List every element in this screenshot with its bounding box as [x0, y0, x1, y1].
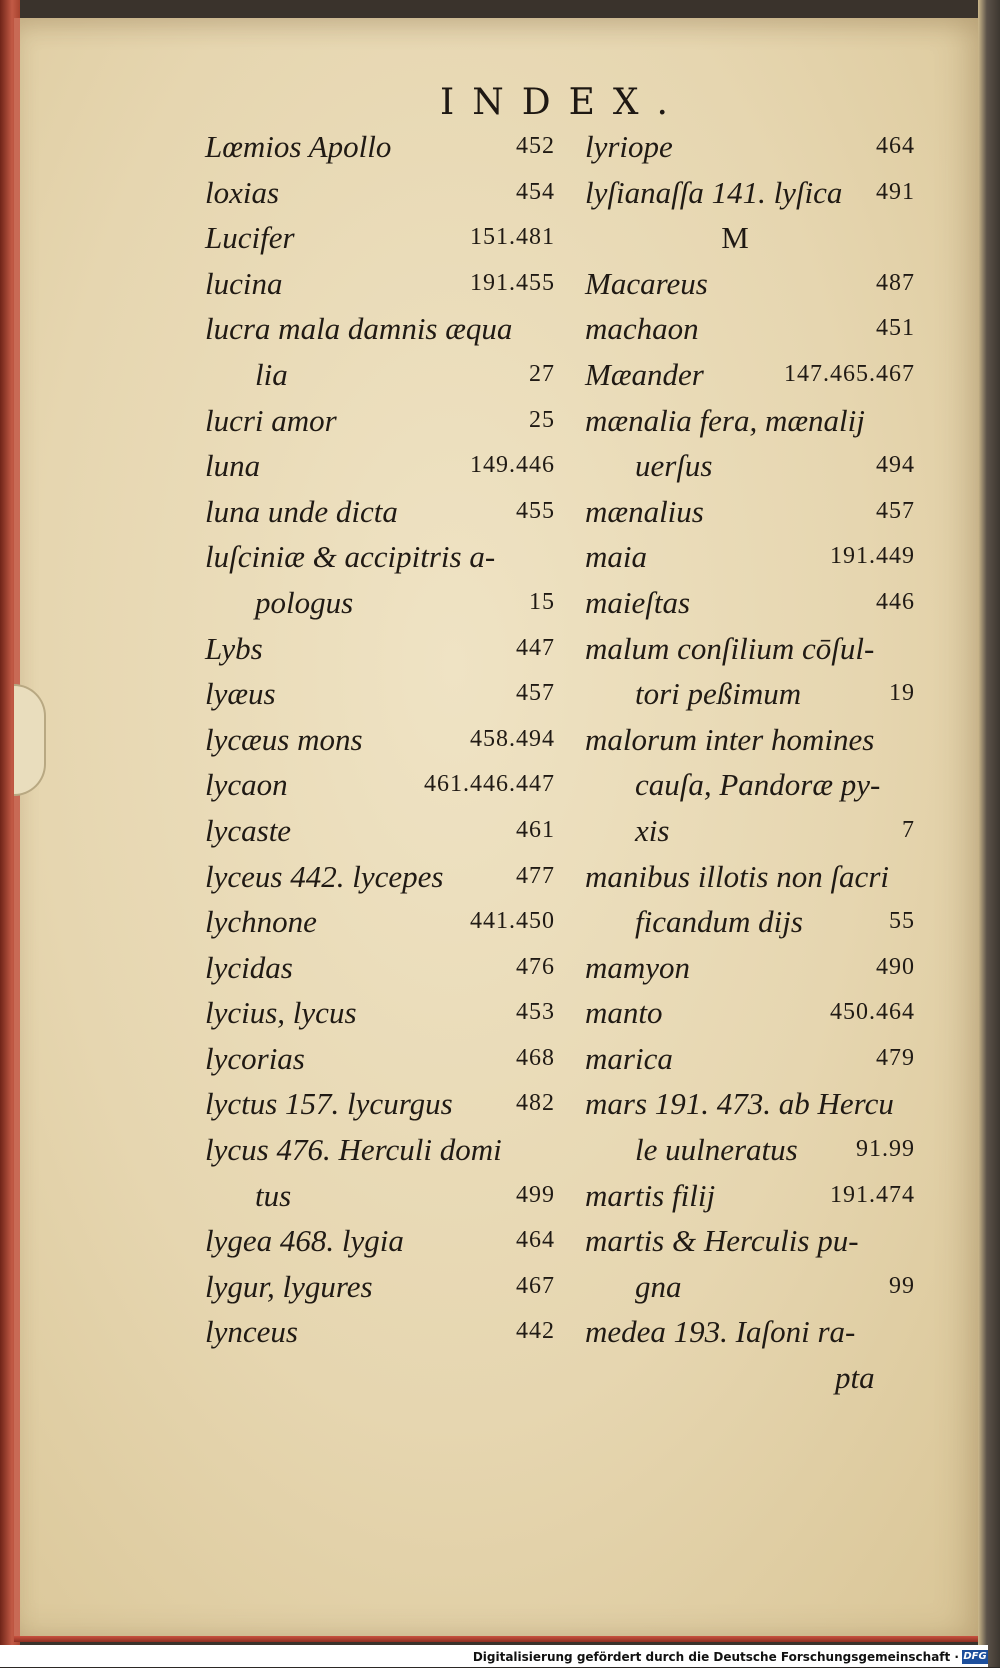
index-term: maia [585, 539, 647, 575]
index-entry [585, 854, 915, 900]
index-entry [585, 945, 915, 991]
index-entry [205, 398, 555, 444]
index-term: malorum inter homines [585, 721, 875, 757]
credit-text: Digitalisierung gefördert durch die Deutsche Forschungsgemeinschaft · [472, 1649, 959, 1664]
index-term: lycaon [205, 767, 288, 803]
index-term: lycius, lycus [205, 995, 357, 1031]
index-term: malum conſilium cōſul- [585, 630, 875, 666]
index-term: machaon [585, 311, 699, 347]
index-entry [585, 808, 915, 854]
index-page-ref: 451 [876, 315, 915, 342]
index-term: Lœmios Apollo [205, 129, 392, 164]
index-term: uerſus [635, 448, 713, 484]
index-term: luna [205, 448, 261, 484]
index-page-ref: 441.450 [470, 908, 555, 935]
index-page-ref: 454 [516, 178, 555, 205]
index-page-ref: 476 [516, 953, 555, 980]
index-entry [205, 352, 555, 398]
index-term: mænalius [585, 493, 704, 529]
index-page-ref: 442 [516, 1318, 555, 1345]
index-page-ref: 25 [529, 406, 555, 433]
index-entry [205, 124, 555, 170]
index-page-ref: 450.464 [830, 999, 915, 1026]
index-entry [205, 580, 555, 626]
index-term: lycidas [205, 949, 293, 985]
index-page-ref: 455 [516, 497, 555, 524]
index-term: lyceus 442. lycepes [205, 858, 444, 894]
index-term: martis & Herculis pu- [585, 1223, 859, 1259]
index-entry [205, 489, 555, 535]
index-entry [205, 1264, 555, 1310]
index-page-ref: 458.494 [470, 725, 555, 752]
index-page-ref: 27 [529, 360, 555, 387]
index-term: mamyon [585, 949, 691, 985]
index-page-ref: 91.99 [856, 1136, 915, 1163]
index-page-ref: 461 [516, 816, 555, 843]
index-entry [585, 489, 915, 535]
index-term: manto [585, 995, 663, 1031]
index-page-ref: 468 [516, 1044, 555, 1071]
index-term: lyriope [585, 129, 673, 164]
index-entry [585, 1036, 915, 1082]
index-entry [585, 352, 915, 398]
index-term: lyæus [205, 676, 276, 712]
index-term: luna unde dicta [205, 493, 398, 529]
index-page-ref: 7 [902, 816, 915, 843]
index-term: lucri amor [205, 402, 337, 438]
index-term: lucina [205, 265, 283, 301]
index-entry [205, 215, 555, 261]
index-entry [205, 945, 555, 991]
index-entry [585, 170, 915, 216]
dfg-logo-icon: DFG [963, 1650, 987, 1662]
index-term: tori peßimum [635, 676, 802, 712]
index-column-left [205, 124, 555, 1355]
index-entry [205, 1036, 555, 1082]
index-page-ref: 452 [516, 133, 555, 159]
index-term: ficandum dijs [635, 904, 803, 940]
index-term: mænalia fera, mænalij [585, 402, 865, 438]
index-term: luſciniæ & accipitris a- [205, 539, 496, 575]
index-page-ref: 15 [529, 588, 555, 615]
index-term: pologus [255, 584, 354, 620]
index-entry [205, 671, 555, 717]
index-term: martis filij [585, 1177, 716, 1213]
page-bottom-edge [14, 1636, 978, 1642]
page-title: INDEX. [440, 82, 686, 123]
index-page-ref: 479 [876, 1044, 915, 1071]
index-entry [205, 261, 555, 307]
page-tab-mark [14, 684, 46, 796]
index-term: medea 193. Iaſoni ra- [585, 1314, 856, 1350]
index-entry [205, 1173, 555, 1219]
index-term: cauſa, Pandoræ py- [635, 767, 881, 803]
index-entry [585, 626, 915, 672]
index-page-ref: 490 [876, 953, 915, 980]
index-entry [585, 398, 915, 444]
index-page-ref: 464 [516, 1227, 555, 1254]
index-term: lycæus mons [205, 721, 363, 757]
index-term: Lucifer [205, 220, 295, 256]
index-term: lygea 468. lygia [205, 1223, 404, 1259]
index-term: mars 191. 473. ab Hercu [585, 1086, 894, 1122]
index-term: maieſtas [585, 584, 691, 620]
index-entry [585, 1309, 915, 1355]
index-term: Lybs [205, 630, 263, 666]
index-term: pta [835, 1360, 875, 1396]
index-entry [205, 306, 555, 352]
index-page-ref: 149.446 [470, 452, 555, 479]
index-term: le uulneratus [635, 1132, 798, 1168]
index-term: loxias [205, 174, 280, 210]
index-page-ref: 482 [516, 1090, 555, 1117]
index-page-ref: 151.481 [470, 224, 555, 251]
index-entry [205, 899, 555, 945]
page-edge-right [978, 0, 1000, 1667]
index-page-ref: 55 [889, 908, 915, 935]
index-entry [585, 990, 915, 1036]
index-entry [585, 534, 915, 580]
index-entry [585, 1127, 915, 1173]
index-term: manibus illotis non ſacri [585, 858, 889, 894]
index-column-right [585, 124, 915, 1401]
index-entry [585, 1355, 915, 1401]
index-page-ref: 491 [876, 178, 915, 205]
index-entry [205, 717, 555, 763]
index-entry [205, 534, 555, 580]
index-term: marica [585, 1040, 673, 1076]
index-term: Mæander [585, 356, 704, 392]
index-page-ref: 494 [876, 452, 915, 479]
index-term: tus [255, 1177, 292, 1213]
index-entry [205, 808, 555, 854]
index-entry [585, 306, 915, 352]
index-entry [205, 1127, 555, 1173]
index-term: lyſianaſſa 141. lyſica [585, 174, 843, 210]
index-entry [585, 671, 915, 717]
index-term: lynceus [205, 1314, 298, 1350]
index-entry [585, 261, 915, 307]
index-entry [585, 1081, 915, 1127]
index-page-ref: 499 [516, 1181, 555, 1208]
digitization-credit [0, 1645, 988, 1667]
index-page-ref: 457 [516, 680, 555, 707]
index-entry [585, 899, 915, 945]
index-page-ref: 191.455 [470, 269, 555, 296]
index-term: lychnone [205, 904, 317, 940]
index-page-ref: 461.446.447 [424, 771, 555, 798]
index-page-ref: 487 [876, 269, 915, 296]
index-entry [585, 215, 915, 261]
index-page-ref: 467 [516, 1272, 555, 1299]
index-entry [585, 443, 915, 489]
index-entry [205, 762, 555, 808]
index-term: lia [255, 356, 288, 392]
index-page-ref: 457 [876, 497, 915, 524]
index-term: lycorias [205, 1040, 305, 1076]
index-page-ref: 446 [876, 588, 915, 615]
index-entry [205, 170, 555, 216]
index-page-ref: 191.474 [830, 1181, 915, 1208]
index-entry [585, 1218, 915, 1264]
index-entry [205, 1309, 555, 1355]
index-page-ref: 464 [876, 133, 915, 159]
index-page-ref: 147.465.467 [784, 360, 915, 387]
index-page-ref: 477 [516, 862, 555, 889]
index-entry [585, 717, 915, 763]
index-term: lycus 476. Herculi domi [205, 1132, 502, 1168]
index-entry [585, 1264, 915, 1310]
index-entry [585, 1173, 915, 1219]
index-entry [585, 762, 915, 808]
index-page-ref: 99 [889, 1272, 915, 1299]
index-page-ref: 191.449 [830, 543, 915, 570]
index-term: xis [635, 812, 670, 848]
index-term: lycaste [205, 812, 292, 848]
index-term: Macareus [585, 265, 708, 301]
index-term: lygur, lygures [205, 1268, 373, 1304]
index-entry [205, 626, 555, 672]
index-entry [585, 124, 915, 170]
index-entry [585, 580, 915, 626]
index-entry [205, 1218, 555, 1264]
index-entry [205, 1081, 555, 1127]
index-page-ref: 447 [516, 634, 555, 661]
index-term: lyctus 157. lycurgus [205, 1086, 453, 1122]
index-term: lucra mala damnis æqua [205, 311, 513, 347]
index-term: gna [635, 1268, 682, 1304]
index-term: M [721, 220, 749, 256]
index-entry [205, 443, 555, 489]
index-page-ref: 19 [889, 680, 915, 707]
index-entry [205, 990, 555, 1036]
index-page-ref: 453 [516, 999, 555, 1026]
index-entry [205, 854, 555, 900]
